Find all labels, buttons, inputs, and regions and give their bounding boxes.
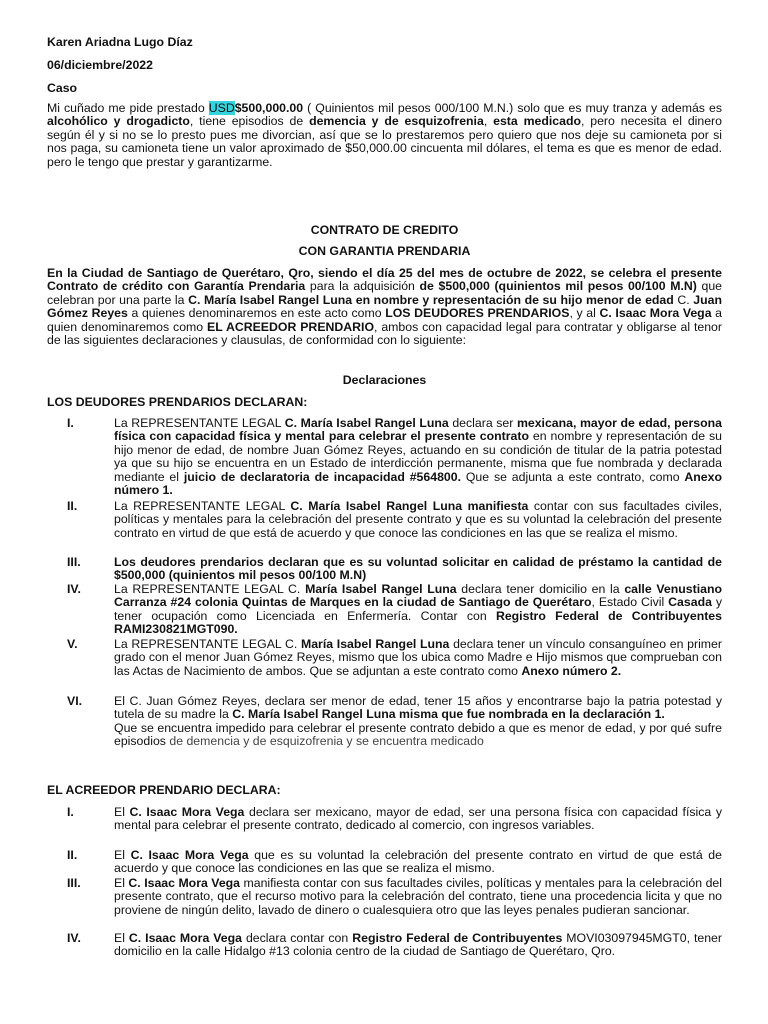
acreedor-declaration-2: II. El C. Isaac Mora Vega que es su voluntad la celebración del presente contrato en virtud de que está de acuerdo y que conoce las condiciones en las que se realiza el mismo. (67, 848, 722, 876)
author-name: Karen Ariadna Lugo Díaz (47, 35, 193, 49)
currency-highlight: USD (208, 101, 235, 115)
intro-paragraph: En la Ciudad de Santiago de Querétaro, Qro, siendo el día 25 del mes de octubre de 2022, se celebra el presente Contrato de crédito con Garantía Prendaria para la adquisición de $500,000 (quinientos mil pesos 00/100 M.N) que celebran por una parte la C. María Isabel Rangel Luna en nombre y representación de su hijo menor de edad C. Juan Gómez Reyes a quienes denominaremos en este acto como LOS DEUDORES PRENDARIOS, y al C. Isaac Mora Vega a quien denominaremos como EL ACREEDOR PRENDARIO, ambos con capacidad legal para contratar y obligarse al tenor de las siguientes declaraciones y clausulas, de conformidad con lo siguiente: (47, 266, 723, 348)
document-date: 06/diciembre/2022 (47, 58, 153, 72)
deudores-declaration-1: I. La REPRESENTANTE LEGAL C. María Isabel Rangel Luna declara ser mexicana, mayor de edad, persona física con capacidad física y mental para celebrar el presente contrato en nombre y representación de su hijo menor de edad, de nombre Juan Gómez Reyes, actuando en su condición de titular de la patria potestad ya que su hijo se encuentra en un Estado de interdicción permanente, misma que fue nombrada y declarada mediante el juicio de declaratoria de incapacidad #564800. Que se adjunta a este contrato, como Anexo número 1. (67, 416, 722, 498)
declaraciones-title: Declaraciones (342, 373, 427, 387)
deudores-declaration-4: IV. La REPRESENTANTE LEGAL C. María Isabel Rangel Luna declara tener domicilio en la calle Venustiano Carranza #24 colonia Quintas de Marques en la ciudad de Santiago de Querétaro, Estado Civil Casada y tener ocupación como Licenciada en Enfermería. Contar con Registro Federal de Contribuyentes RAMI230821MGT090. (67, 582, 722, 637)
deudores-heading: LOS DEUDORES PRENDARIOS DECLARAN: (47, 395, 308, 409)
deudores-declaration-3: III. Los deudores prendarios declaran que es su voluntad solicitar en calidad de préstamo la cantidad de $500,000 (quinientos mil pesos 00/100 M.N) (67, 555, 722, 583)
caso-label: Caso (47, 81, 78, 95)
deudores-declaration-5: V. La REPRESENTANTE LEGAL C. María Isabel Rangel Luna declara tener un vínculo consanguíneo en primer grado con el menor Juan Gómez Reyes, mismo que los ubica como Madre e Hijo mismos que comprueban con las Actas de Nacimiento de ambos. Que se adjuntan a este contrato como Anexo número 2. (67, 637, 722, 678)
contract-subtitle: CON GARANTIA PRENDARIA (298, 244, 471, 258)
acreedor-declaration-4: IV. El C. Isaac Mora Vega declara contar con Registro Federal de Contribuyentes MOVI03097945MGT0, tener domicilio en la calle Hidalgo #13 colonia centro de la ciudad de Santiago de Querétaro, Qro. (67, 931, 722, 959)
deudores-declaration-6: VI. El C. Juan Gómez Reyes, declara ser menor de edad, tener 15 años y encontrarse bajo la patria potestad y tutela de su madre la C. María Isabel Rangel Luna misma que fue nombrada en la declaración 1. Que se encuentra impedido para celebrar el presente contrato debido a que es menor de edad, y por qué sufre episodios de demencia y de esquizofrenia y se encuentra medicado (67, 694, 722, 749)
acreedor-declaration-1: I. El C. Isaac Mora Vega declara ser mexicano, mayor de edad, ser una persona física con capacidad física y mental para celebrar el presente contrato, dedicado al comercio, con ingresos variables. (67, 805, 722, 833)
deudores-declaration-2: II. La REPRESENTANTE LEGAL C. María Isabel Rangel Luna manifiesta contar con sus facultades civiles, políticas y mentales para la celebración del presente contrato y que es su voluntad la celebración del presente contrato en virtud de que está de acuerdo y que conoce las condiciones en las que se realiza el mismo. (67, 499, 722, 540)
contract-title: CONTRATO DE CREDITO (310, 223, 459, 237)
caso-paragraph: Mi cuñado me pide prestado USD$500,000.00 ( Quinientos mil pesos 000/100 M.N.) solo que es muy tranza y además es alcohólico y drogadicto, tiene episodios de demencia y de esquizofrenia, esta medicado, pero necesita el dinero según él y si no se lo presto pues me divorcian, así que se lo prestaremos pero quiero que nos deje su camioneta por si nos paga, su camioneta tiene un valor aproximado de $50,000.00 cincuenta mil dólares, el tema es que es menor de edad. pero le tengo que prestar y garantizarme. (47, 101, 722, 169)
acreedor-declaration-3: III. El C. Isaac Mora Vega manifiesta contar con sus facultades civiles, políticas y mentales para la celebración del presente contrato, que el recurso motivo para la celebración del contrato, tiene una procedencia licita y que no proviene de ningún delito, lavado de dinero o cualesquiera otro que las leyes penales pudieran sancionar. (67, 876, 722, 917)
acreedor-heading: EL ACREEDOR PRENDARIO DECLARA: (47, 783, 281, 797)
